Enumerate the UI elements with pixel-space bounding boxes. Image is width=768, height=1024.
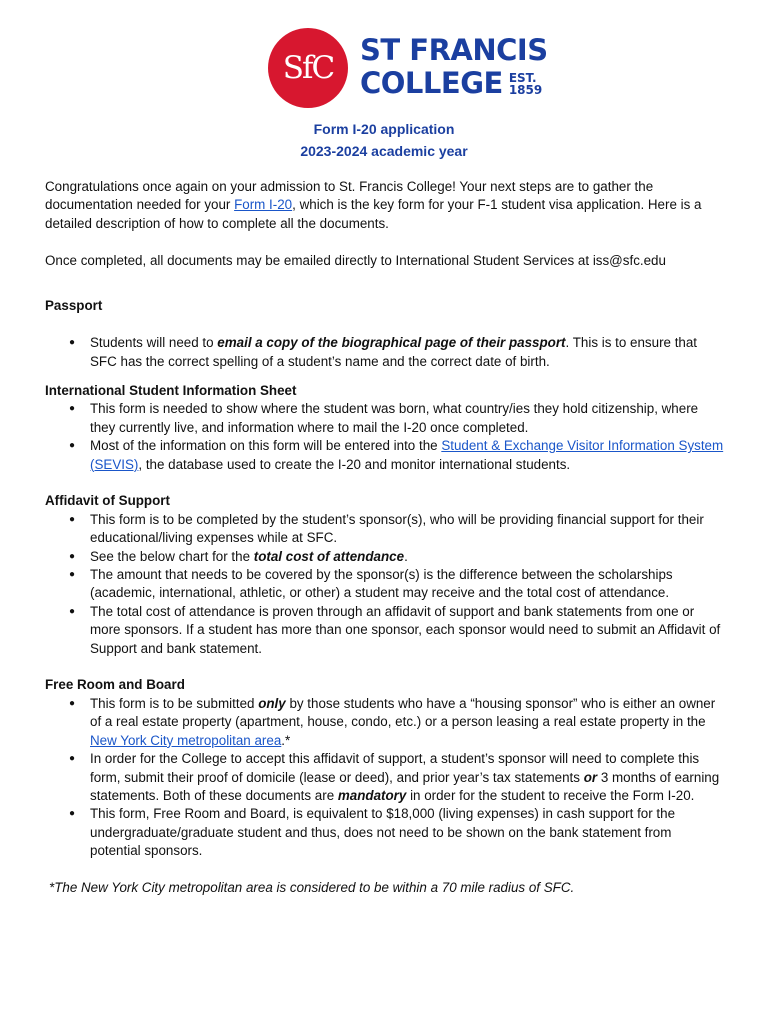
wordmark-college: COLLEGE <box>360 66 503 100</box>
room-board-list <box>45 695 725 861</box>
list-item: ● In order for the College to accept this affidavit of support, a student’s sponsor will need to complete this form, submit their proof of domicile (lease or deed), and prior year’s tax statements or 3 months of earning statements. Both of these documents are mandatory in order for the student to receive the Form I-20. <box>45 750 725 805</box>
sfc-seal: SfC <box>268 28 348 108</box>
list-item: ● See the below chart for the total cost of attendance. <box>45 548 725 566</box>
wordmark-line1: ST FRANCIS <box>360 33 548 67</box>
list-item: ● The total cost of attendance is proven through an affidavit of support and bank statements from one or more sponsors. If a student has more than one sponsor, each sponsor would need to submit an Affidavit of Support and bank statement. <box>45 603 725 658</box>
list-item: ● This form, Free Room and Board, is equivalent to $18,000 (living expenses) in cash support for the undergraduate/graduate student and thus, does not need to be shown on the bank statement from potential sponsors. <box>45 805 725 860</box>
list-item: ● This form is to be submitted only by those students who have a “housing sponsor” who is either an owner of a real estate property (apartment, house, condo, etc.) or a person leasing a real estate property in the New York City metropolitan area.* <box>45 695 725 750</box>
list-item: ● Most of the information on this form will be entered into the Student & Exchange Visitor Information System (SEVIS), the database used to create the I-20 and monitor international students. <box>45 437 725 474</box>
est-year: 1859 <box>508 83 543 97</box>
affidavit-list <box>45 511 725 658</box>
footnote: *The New York City metropolitan area is considered to be within a 70 mile radius of SFC. <box>49 879 575 895</box>
list-item: ● Students will need to email a copy of the biographical page of their passport. This is to ensure that SFC has the correct spelling of a student’s name and the correct date of birth. <box>45 334 725 371</box>
est-label: EST. <box>508 71 537 85</box>
info-sheet-heading: International Student Information Sheet <box>45 383 297 399</box>
college-logo <box>268 28 548 110</box>
list-item: ● The amount that needs to be covered by the sponsor(s) is the difference between the scholarships (academic, international, athletic, or other) a student may receive and the total cost of attendance. <box>45 566 725 603</box>
sevis-link[interactable]: Student & Exchange Visitor Information System (SEVIS) <box>90 438 724 472</box>
established-mark <box>509 72 542 96</box>
intro-paragraph: Congratulations once again on your admission to St. Francis College! Your next steps are to gather the documentation needed for your Form I-20, which is the key form for your F-1 student visa application. Here is a detailed description of how to complete all the documents. <box>45 179 702 231</box>
list-item: ● This form is to be completed by the student’s sponsor(s), who will be providing financial support for their educational/living expenses while at SFC. <box>45 511 725 548</box>
passport-list <box>45 334 725 371</box>
form-i20-link[interactable]: Form I-20 <box>234 197 293 213</box>
info-sheet-list <box>45 400 725 474</box>
room-board-heading: Free Room and Board <box>45 677 185 693</box>
wordmark-line2 <box>360 67 548 100</box>
college-wordmark <box>360 34 548 100</box>
affidavit-heading: Affidavit of Support <box>45 493 170 509</box>
page-title: Form I-20 application <box>313 121 455 137</box>
passport-heading: Passport <box>45 298 103 314</box>
nyc-metro-link[interactable]: New York City metropolitan area <box>90 732 282 748</box>
email-instructions: Once completed, all documents may be emailed directly to International Student Services at iss@sfc.edu <box>45 252 666 268</box>
page-subtitle: 2023-2024 academic year <box>300 143 468 159</box>
list-item: ● This form is needed to show where the student was born, what country/ies they hold citizenship, where they currently live, and information where to mail the I-20 once completed. <box>45 400 725 437</box>
document-body <box>45 178 725 897</box>
